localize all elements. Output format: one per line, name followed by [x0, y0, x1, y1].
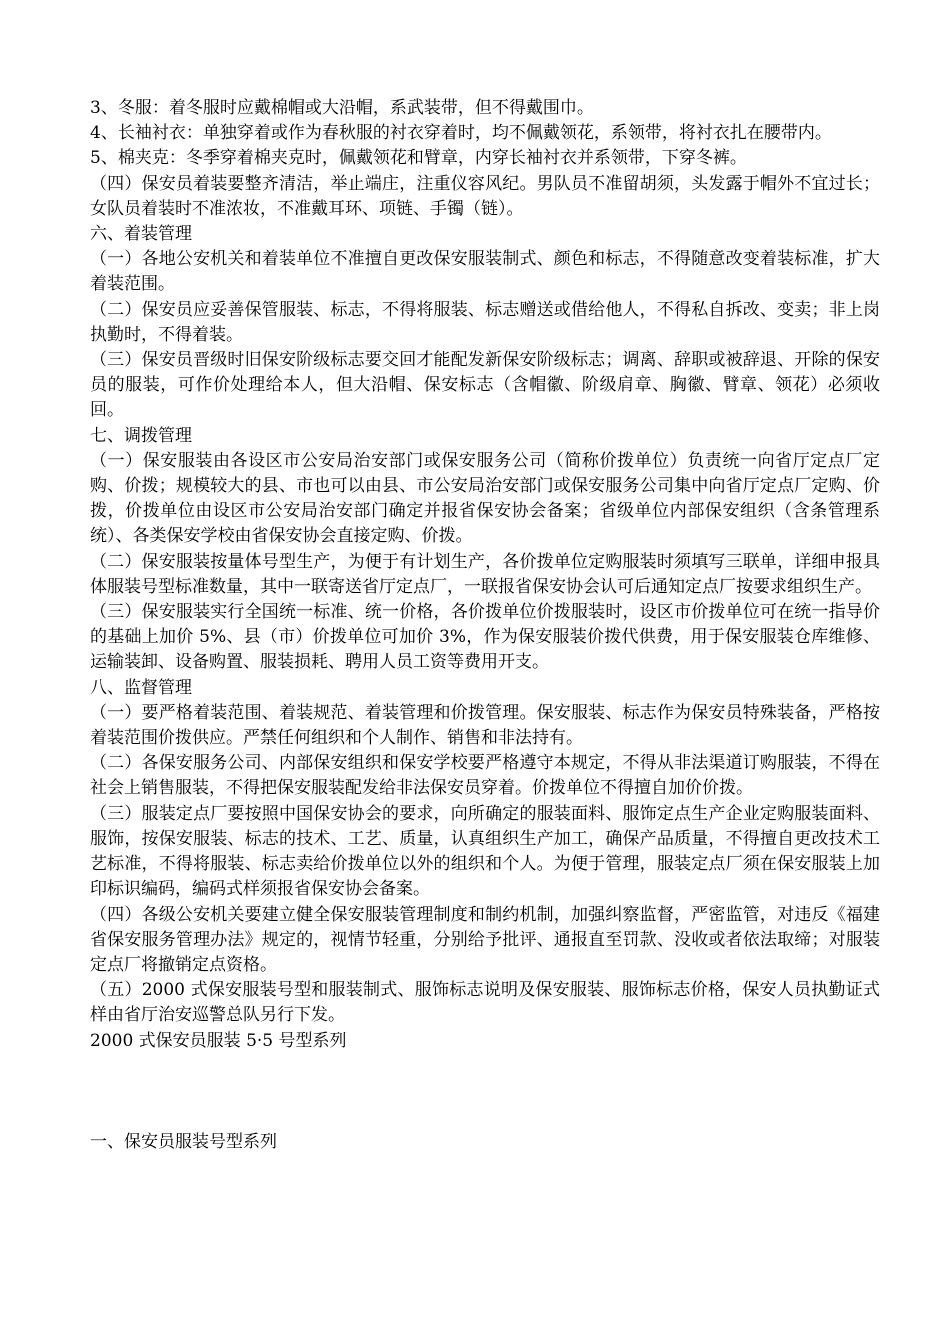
paragraph-supervision-2: （二）各保安服务公司、内部保安组织和保安学校要严格遵守本规定，不得从非法渠道订购服装，不得在社会上销售服装，不得把保安服装配发给非法保安员穿着。价拨单位不得擅自加价价拨。	[90, 753, 880, 799]
section-heading-size-series: 一、保安员服装号型系列	[90, 1131, 277, 1152]
paragraph-allocation-3: （三）保安服装实行全国统一标准、统一价格，各价拨单位价拨服装时，设区市价拨单位可在统一指导价的基础上加价 5%、县（市）价拨单位可加价 3%，作为保安服装价拨代供费，用于保安服装仓库维修、运输装卸、设备购置、服装损耗、聘用人员工资等费用开支。	[90, 602, 880, 673]
paragraph-supervision-5: （五）2000 式保安服装号型和服装制式、服饰标志说明及保安服装、服饰标志价格，保安人员执勤证式样由省厅治安巡警总队另行下发。	[90, 980, 880, 1026]
paragraph-allocation-1: （一）保安服装由各设区市公安局治安部门或保安服务公司（简称价拨单位）负责统一向省厅定点厂定购、价拨；规模较大的县、市也可以由县、市公安局治安部门或保安服务公司集中向省厅定点厂定购、价拨，价拨单位由设区市公安局治安部门确定并报省保安协会备案；省级单位内部保安组织（含条管理系统）、各类保安学校由省保安协会直接定购、价拨。	[90, 450, 880, 547]
section-heading-supervision: 八、监督管理	[90, 677, 192, 698]
paragraph-cotton-jacket: 5、棉夹克：冬季穿着棉夹克时，佩戴领花和臂章，内穿长袖衬衣并系领带，下穿冬裤。	[90, 148, 747, 169]
paragraph-supervision-4: （四）各级公安机关要建立健全保安服装管理制度和制约机制，加强纠察监督，严密监管，对违反《福建省保安服务管理办法》规定的，视情节轻重，分别给予批评、通报直至罚款、没收或者依法取缔；对服装定点厂将撤销定点资格。	[90, 904, 880, 975]
section-heading-uniform-management: 六、着装管理	[90, 224, 192, 245]
paragraph-uniform-management-3: （三）保安员晋级时旧保安阶级标志要交回才能配发新保安阶级标志；调离、辞职或被辞退、开除的保安员的服装，可作价处理给本人，但大沿帽、保安标志（含帽徽、阶级肩章、胸徽、臂章、领花）必须收回。	[90, 350, 880, 421]
paragraph-appearance-rules: （四）保安员着装要整齐清洁，举止端庄，注重仪容风纪。男队员不准留胡须，头发露于帽外不宜过长；女队员着装时不准浓妆，不准戴耳环、项链、手镯（链）。	[90, 173, 880, 219]
paragraph-supervision-3: （三）服装定点厂要按照中国保安协会的要求，向所确定的服装面料、服饰定点生产企业定购服装面料、服饰，按保安服装、标志的技术、工艺、质量，认真组织生产加工，确保产品质量，不得擅自更改技术工艺标准，不得将服装、标志卖给价拨单位以外的组织和个人。为便于管理，服装定点厂须在保安服装上加印标识编码，编码式样须报省保安协会备案。	[90, 803, 880, 900]
section-heading-allocation-management: 七、调拨管理	[90, 425, 192, 446]
paragraph-uniform-management-2: （二）保安员应妥善保管服装、标志，不得将服装、标志赠送或借给他人，不得私自拆改、变卖；非上岗执勤时，不得着装。	[90, 299, 880, 345]
paragraph-long-sleeve-shirt: 4、长袖衬衣：单独穿着或作为春秋服的衬衣穿着时，均不佩戴领花，系领带，将衬衣扎在腰带内。	[90, 123, 832, 144]
paragraph-supervision-1: （一）要严格着装范围、着装规范、着装管理和价拨管理。保安服装、标志作为保安员特殊装备，严格按着装范围价拨供应。严禁任何组织和个人制作、销售和非法持有。	[90, 702, 880, 749]
blank-spacer	[90, 1054, 880, 1130]
paragraph-size-series-title: 2000 式保安员服装 5·5 号型系列	[90, 1030, 347, 1051]
paragraph-uniform-management-1: （一）各地公安机关和着装单位不准擅自更改保安服装制式、颜色和标志，不得随意改变着装标准，扩大着装范围。	[90, 249, 880, 295]
paragraph-winter-uniform: 3、冬服：着冬服时应戴棉帽或大沿帽，系武装带，但不得戴围巾。	[90, 98, 594, 118]
document-body	[90, 96, 880, 1155]
paragraph-allocation-2: （二）保安服装按量体号型生产，为便于有计划生产，各价拨单位定购服装时须填写三联单，详细申报具体服装号型标准数量，其中一联寄送省厅定点厂，一联报省保安协会认可后通知定点厂按要求组织生产。	[90, 551, 880, 597]
